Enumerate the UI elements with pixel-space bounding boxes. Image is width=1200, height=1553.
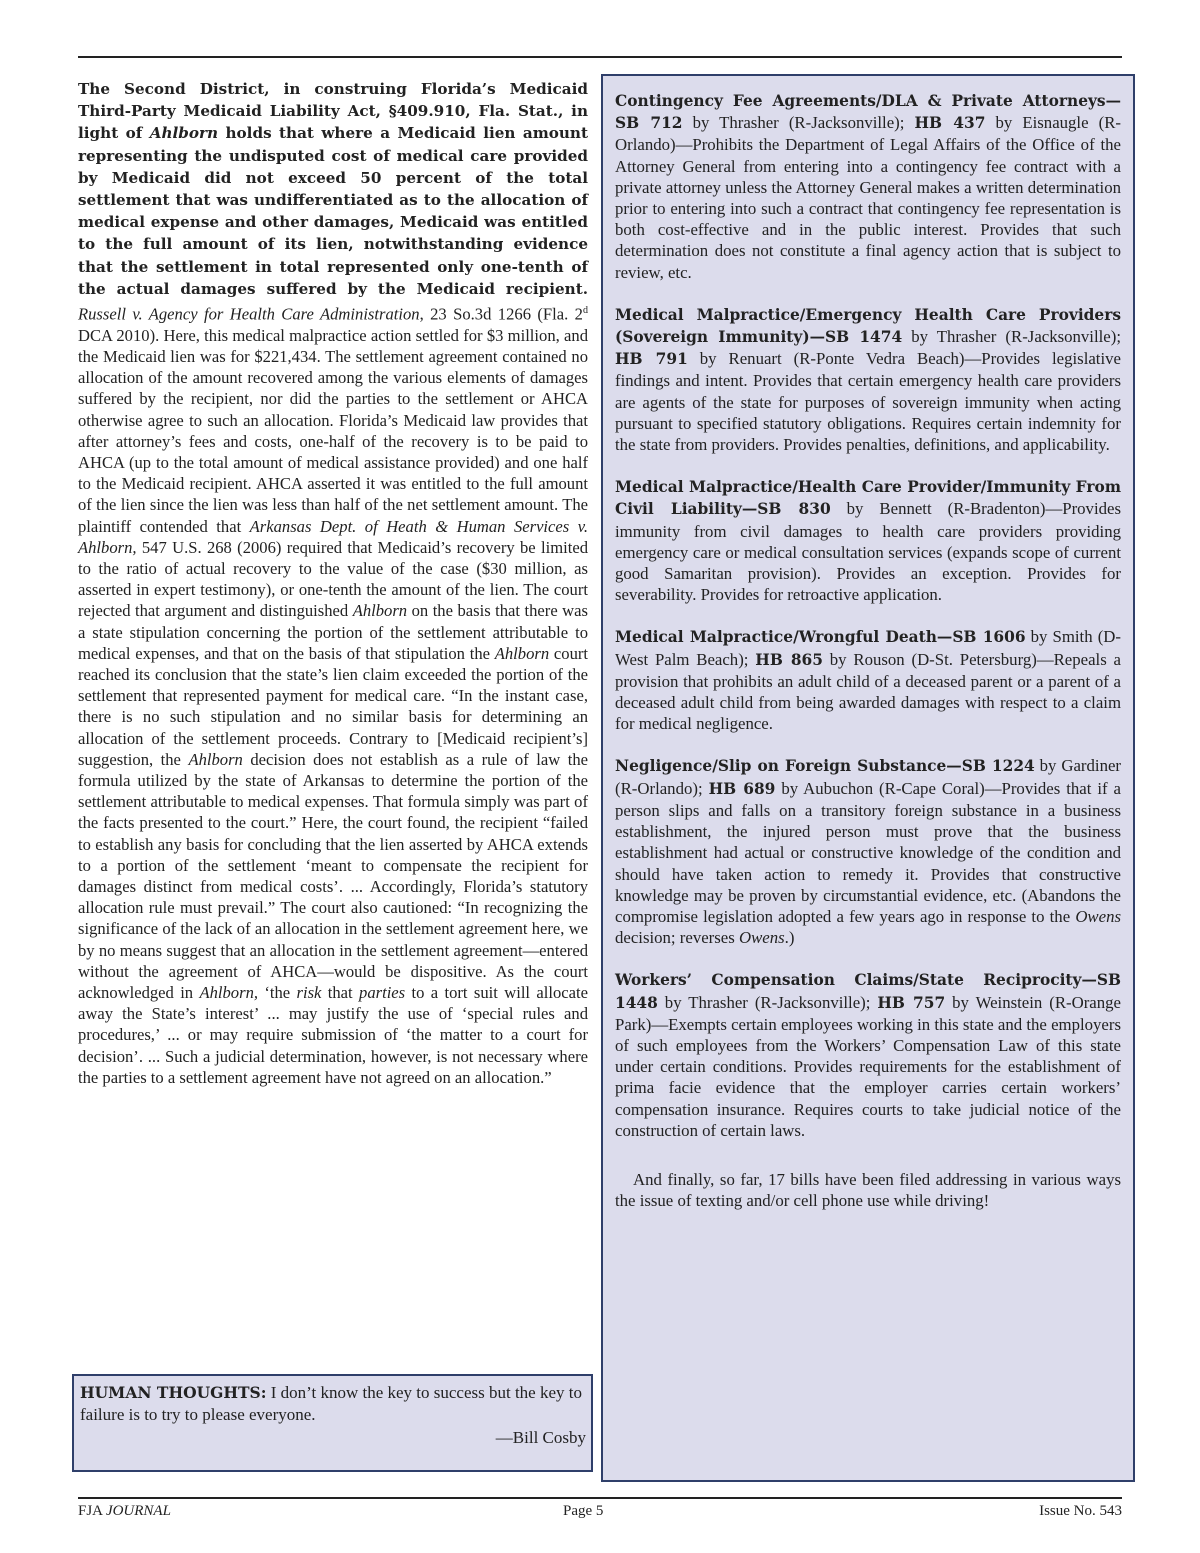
bottom-rule bbox=[78, 1497, 1122, 1499]
case-tail: DCA 2010). bbox=[78, 325, 160, 345]
footer-issue: Issue No. 543 bbox=[1039, 1503, 1122, 1519]
bill-text: by Thrasher (R-Jacksonville); bbox=[657, 992, 878, 1012]
body-italic: Ahlborn, bbox=[199, 983, 259, 1003]
bill-number: HB 865 bbox=[755, 650, 823, 669]
bill-text: decision; reverses bbox=[615, 928, 739, 948]
body-text: Here, this medical malpractice action settled for $3 million, and the Medicaid lien was for $221,434. The settlement agreement contained no allocation of the amount recovered among the various elements of damages suffered by the recipient, nor did the parties to the settlement or AHCA otherwise agree to such an allocation. Florida’s Medicaid law provides that after attorney’s fees and costs, one-half of the recovery is to be paid to AHCA (up to the total amount of medical assistance provided) and one half to the Medicaid recipient. AHCA asserted it was entitled to the full amount of the lien since the lien was less than half of the net settlement amount. The plaintiff contended that bbox=[78, 325, 588, 536]
footer-page-number: Page 5 bbox=[563, 1503, 604, 1519]
footer-pub-prefix: FJA bbox=[78, 1503, 106, 1519]
bill-item bbox=[615, 969, 1121, 1141]
bill-heading: Medical Malpractice/Emergency Health Care Providers (Sovereign Immunity)—SB 1474 bbox=[615, 305, 1121, 347]
body-text: court reached its conclusion that the state’s lien claim exceeded the portion of the settlement that represented payment for medical care. “In the instant case, there is no such stipulation and no similar basis for determining an allocation of the settlement proceeds. Contrary to [Medicaid recipient’s] suggestion, the bbox=[78, 643, 589, 769]
bill-text: by Thrasher (R-Jacksonville); bbox=[902, 327, 1121, 347]
bill-heading: Contingency Fee Agreements/DLA & Private Attorneys—SB 712 bbox=[615, 92, 1121, 133]
bill-number: HB 757 bbox=[877, 993, 946, 1012]
body-text: to a tort suit will allocate away the State’s interest’ ... may justify the use of ‘special rules and procedures,’ ... or may require submission of ‘the matter to a court for decision’. ... Such a judicial determination, however, is not necessary where the parties to a settlement agreement have not agreed on an allocation.” bbox=[78, 983, 588, 1087]
bill-text: .) bbox=[784, 928, 795, 948]
body-text: ‘the bbox=[258, 983, 297, 1003]
bill-text: by Bennett (R-Bradenton)—Provides immunity from civil damages to health care providers providing emergency care or medical consultation services (expands scope of current good Samaritan provision). Provides an exception. Provides for severability. Provides for retroactive application. bbox=[615, 499, 1121, 605]
quote-label: HUMAN THOUGHTS: bbox=[80, 1383, 267, 1402]
body-italic: Ahlborn bbox=[352, 601, 408, 621]
bill-text: by Weinstein (R-Orange Park)—Exempts certain employees working in this state and the employers of such employees from the Workers’ Compensation Law of this state under certain conditions. Provides requirements for the establishment of prima facie evidence that the employer carries certain workers’ compensation insurance. Requires courts to take judicial notice of the construction of certain laws. bbox=[615, 992, 1121, 1140]
bill-text: by Renuart (R-Ponte Vedra Beach)—Provides legislative findings and intent. Provides that certain emergency health care providers are agents of the state for purposes of sovereign immunity when acting pursuant to specified statutory obligations. Requires certain indemnity for the state from providers. Provides penalties, definitions, and applicability. bbox=[615, 349, 1121, 455]
quote-text bbox=[80, 1382, 586, 1426]
body-italic: Ahlborn bbox=[494, 643, 550, 663]
bill-item bbox=[615, 476, 1121, 605]
case-sup: d bbox=[582, 305, 588, 317]
lead-text: The Second District, in construing Florida’s Medicaid Third-Party Medicaid Liability Act, §409.910, Fla. Stat., in light of bbox=[78, 80, 588, 143]
closing-paragraph: And finally, so far, 17 bills have been filed addressing in various ways the issue of texting and/or cell phone use while driving! bbox=[615, 1169, 1121, 1211]
bill-text: by Gardiner (R-Orlando); bbox=[615, 756, 1121, 798]
quote-author: —Bill Cosby bbox=[495, 1428, 586, 1447]
bill-italic: Owens bbox=[1075, 906, 1121, 926]
footer-pub-title: JOURNAL bbox=[105, 1503, 171, 1519]
body-text: that bbox=[321, 983, 360, 1003]
bill-heading: Negligence/Slip on Foreign Substance—SB 1224 bbox=[615, 757, 1035, 776]
case-name: Russell v. Agency for Health Care Administration bbox=[78, 304, 420, 324]
body-italic: parties bbox=[359, 983, 406, 1003]
bill-text: by Thrasher (R-Jacksonville); bbox=[682, 113, 915, 133]
lead-italic: Ahlborn bbox=[149, 124, 219, 143]
bill-item bbox=[615, 90, 1121, 283]
bill-text: by Aubuchon (R-Cape Coral)—Provides that if a person slips and falls on a transitory foreign substance in a business establishment, the injured person must prove that the business establishment had actual or constructive knowledge of the condition and should have taken action to remedy it. Provides that constructive knowledge may be proven by circumstantial evidence, etc. (Abandons the compromise legislation adopted a few years ago in response to the bbox=[615, 778, 1121, 926]
bill-item bbox=[615, 755, 1121, 948]
bill-number: HB 689 bbox=[708, 779, 776, 798]
bill-text: by Smith (D-West Palm Beach); bbox=[615, 627, 1121, 669]
top-rule bbox=[78, 56, 1122, 58]
bill-text: by Eisnaugle (R-Orlando)—Prohibits the Department of Legal Affairs of the Office of the Attorney General from entering into a contingency fee contract with a private attorney unless the Attorney General makes a written determination prior to entering into such a contract that contingency fee representation is both cost-effective and in the public interest. Provides that such determination does not constitute a final agency action that is subject to review, etc. bbox=[615, 113, 1121, 282]
bill-heading: Workers’ Compensation Claims/State Reciprocity—SB 1448 bbox=[615, 971, 1121, 1012]
body-italic: risk bbox=[296, 983, 322, 1003]
body-italic: Arkansas Dept. of Heath & Human Services v. Ahlborn, bbox=[78, 516, 588, 557]
body-text: decision does not establish as a rule of law the formula utilized by the state of Arkansas to determine the portion of the settlement attributable to medical expenses. That formula simply was part of the facts presented to the court.” Here, the court found, the recipient “failed to establish any basis for concluding that the lien asserted by AHCA extends to a portion of the settlement ‘meant to compensate the recipient for damages distinct from medical costs’. ... Accordingly, Florida’s statutory allocation rule must prevail.” The court also cautioned: “In recognizing the significance of the lack of an allocation in the settlement agreement here, we by no means suggest that an allocation in the settlement agreement—entered without the agreement of AHCA—would be dispositive. As the court acknowledged in bbox=[78, 749, 589, 1003]
bill-number: HB 437 bbox=[914, 114, 986, 133]
body-text: on the basis that there was a state stipulation concerning the portion of the settlement attributable to medical expenses, and that on the basis of that stipulation the bbox=[78, 601, 588, 663]
quote-body: I don’t know the key to success but the key to failure is to try to please everyone. bbox=[80, 1383, 582, 1424]
bill-item bbox=[615, 626, 1121, 734]
case-cite: , 23 So.3d 1266 (Fla. 2 bbox=[419, 304, 583, 324]
lead-text-2: holds that where a Medicaid lien amount representing the undisputed cost of medical care provided by Medicaid did not exceed 50 percent of the total settlement that was undifferentiated as to the allocation of medical expense and other damages, Medicaid was entitled to the full amount of its lien, notwithstanding evidence that the settlement in total represented only one-tenth of the actual damages suffered by the Medicaid recipient. bbox=[78, 124, 588, 298]
bill-item bbox=[615, 304, 1121, 455]
human-thoughts-box bbox=[72, 1374, 593, 1472]
body-italic: Ahlborn bbox=[188, 749, 243, 769]
bill-heading: Medical Malpractice/Health Care Provider/Immunity From Civil Liability—SB 830 bbox=[615, 478, 1121, 519]
legislation-sidebar bbox=[601, 74, 1135, 1482]
bill-number: HB 791 bbox=[615, 350, 688, 369]
article-column bbox=[78, 78, 588, 1088]
bill-text: by Rouson (D-St. Petersburg)—Repeals a provision that prohibits an adult child of a deceased parent or a parent of a deceased adult child from being awarded damages with respect to a claim for medical negligence. bbox=[615, 649, 1122, 734]
lead-paragraph bbox=[78, 80, 588, 298]
body-text: 547 U.S. 268 (2006) required that Medicaid’s recovery be limited to the ratio of actual recovery to the value of the case ($30 million, as asserted in expert testimony), or one-tenth the amount of the lien. The court rejected that argument and distinguished bbox=[78, 537, 588, 621]
bill-heading: Medical Malpractice/Wrongful Death—SB 1606 bbox=[615, 628, 1026, 647]
footer-publication bbox=[78, 1503, 171, 1520]
bill-italic: Owens bbox=[738, 928, 785, 948]
